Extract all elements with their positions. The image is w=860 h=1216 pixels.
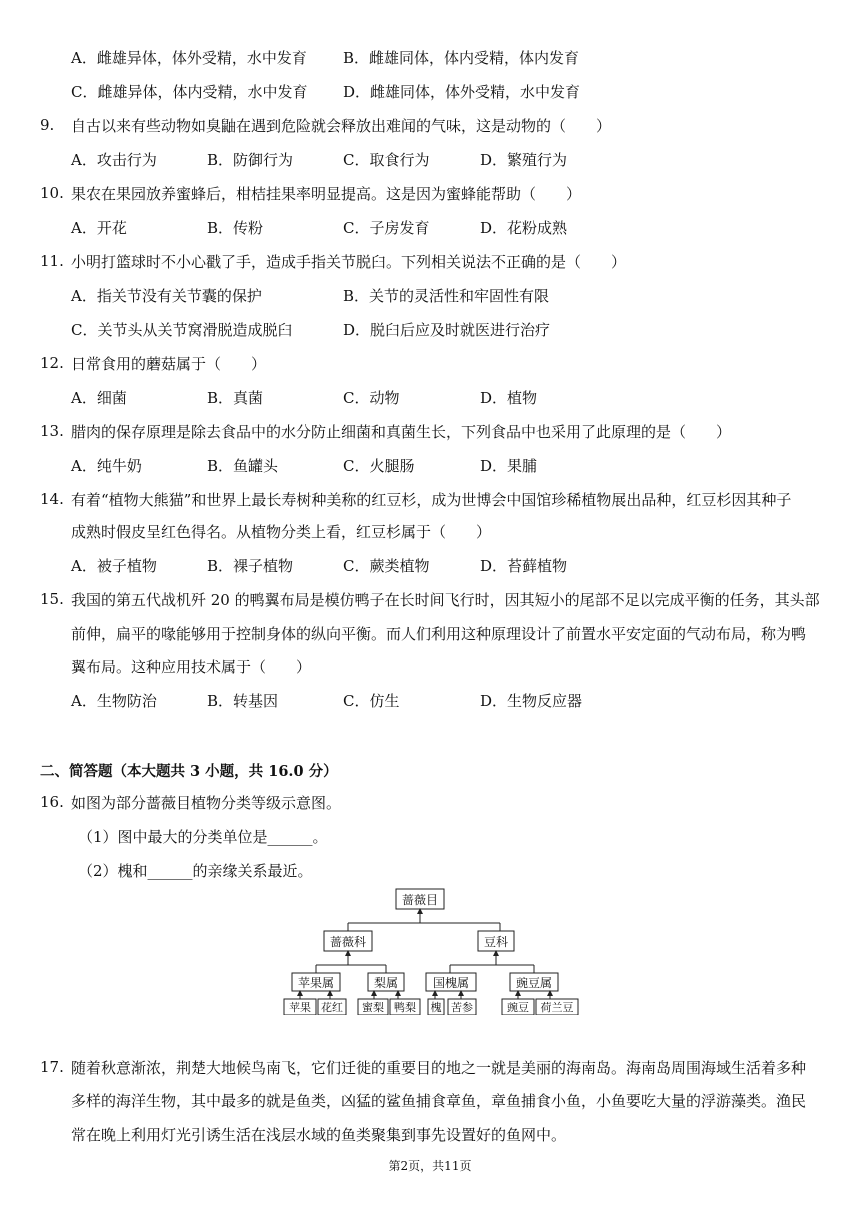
option-q8-b: B．雌雄同体，体内受精，体内发育 — [343, 49, 580, 67]
question-stem: 有着“植物大熊猫”和世界上最长寿树种美称的红豆杉，成为世博会中国馆珍稀植物展出品种，红豆杉因其种子 — [71, 491, 792, 509]
option-a: A．生物防治 — [71, 692, 157, 710]
species-label: 花红 — [321, 1001, 343, 1014]
option-c: C．火腿肠 — [343, 457, 415, 475]
question-stem: 果农在果园放养蜜蜂后，柑桔挂果率明显提高。这是因为蜜蜂能帮助（ ） — [71, 185, 582, 203]
option-b: B．真菌 — [207, 389, 264, 407]
option-c: C．子房发育 — [343, 219, 430, 237]
question-number: 9. — [40, 116, 55, 134]
question-stem: 腊肉的保存原理是除去食品中的水分防止细菌和真菌生长，下列食品中也采用了此原理的是（ ） — [71, 423, 732, 441]
option-q8-c: C．雌雄异体，体内受精，水中发育 — [71, 83, 308, 101]
species-label: 蜜梨 — [362, 1001, 384, 1014]
option-d: D．植物 — [480, 389, 538, 407]
question-stem: 多样的海洋生物，其中最多的就是鱼类，凶猛的鲨鱼捕食章鱼，章鱼捕食小鱼，小鱼要吃大量的浮游藻类。渔民 — [71, 1092, 807, 1110]
option-b: B．传粉 — [207, 219, 264, 237]
question-number: 12. — [40, 354, 64, 372]
species-label: 荷兰豆 — [540, 1001, 574, 1014]
option-a: A．开花 — [71, 219, 127, 237]
option-a: A．被子植物 — [71, 557, 157, 575]
sub-question-2: （2）槐和______的亲缘关系最近。 — [78, 862, 313, 880]
option-q8-d: D．雌雄同体，体外受精，水中发育 — [343, 83, 581, 101]
section-title: 二、简答题（本大题共 3 小题，共 16.0 分） — [40, 763, 338, 780]
genus-label: 梨属 — [373, 976, 399, 990]
option-a: A．攻击行为 — [71, 151, 157, 169]
species-label: 苹果 — [289, 1001, 311, 1014]
order-label: 蔷薇目 — [401, 893, 439, 907]
option-a: A．细菌 — [71, 389, 127, 407]
species-label: 鸭梨 — [394, 1001, 416, 1014]
question-stem: 随着秋意渐浓，荆楚大地候鸟南飞，它们迁徙的重要目的地之一就是美丽的海南岛。海南岛周围海域生活着多种 — [71, 1059, 807, 1077]
family-label: 蔷薇科 — [329, 935, 367, 949]
option-c: C．动物 — [343, 389, 400, 407]
option-d: D．生物反应器 — [480, 692, 583, 710]
option-d: D．花粉成熟 — [480, 219, 568, 237]
option-c: C．蕨类植物 — [343, 557, 430, 575]
question-number: 11. — [40, 252, 64, 270]
question-number: 14. — [40, 490, 64, 508]
option-a: A．纯牛奶 — [71, 457, 142, 475]
family-label: 豆科 — [483, 935, 509, 949]
option-d: D．脱臼后应及时就医进行治疗 — [343, 321, 551, 339]
genus-label: 豌豆属 — [515, 976, 553, 990]
question-number: 17. — [40, 1058, 64, 1076]
question-stem: 翼布局。这种应用技术属于（ ） — [71, 658, 312, 676]
question-stem: 自古以来有些动物如臭鼬在遇到危险就会释放出难闻的气味，这是动物的（ ） — [71, 117, 612, 135]
question-stem: 成熟时假皮呈红色得名。从植物分类上看，红豆杉属于（ ） — [71, 523, 492, 541]
species-label: 槐 — [430, 1001, 442, 1014]
genus-label: 苹果属 — [297, 976, 335, 990]
option-b: B．鱼罐头 — [207, 457, 279, 475]
option-d: D．果脯 — [480, 457, 538, 475]
question-number: 15. — [40, 590, 64, 608]
option-b: B．转基因 — [207, 692, 279, 710]
option-d: D．苔藓植物 — [480, 557, 568, 575]
question-stem: 如图为部分蔷薇目植物分类等级示意图。 — [71, 794, 342, 812]
question-stem: 日常食用的蘑菇属于（ ） — [71, 355, 267, 373]
option-c: C．取食行为 — [343, 151, 430, 169]
question-number: 10. — [40, 184, 64, 202]
question-number: 13. — [40, 422, 64, 440]
question-stem: 前伸，扁平的喙能够用于控制身体的纵向平衡。而人们利用这种原理设计了前置水平安定面的气动布局，称为鸭 — [71, 625, 807, 643]
option-a: A．指关节没有关节囊的保护 — [71, 287, 262, 305]
option-q8-a: A．雌雄异体，体外受精，水中发育 — [71, 49, 307, 67]
option-c: C．仿生 — [343, 692, 400, 710]
option-b: B．裸子植物 — [207, 557, 294, 575]
question-stem: 我国的第五代战机歼 20 的鸭翼布局是模仿鸭子在长时间飞行时，因其短小的尾部不足以完成平衡的任务，其头部 — [71, 591, 820, 609]
question-stem: 小明打篮球时不小心戳了手，造成手指关节脱臼。下列相关说法不正确的是（ ） — [71, 253, 627, 271]
option-c: C．关节头从关节窝滑脱造成脱臼 — [71, 321, 293, 339]
option-b: B．关节的灵活性和牢固性有限 — [343, 287, 550, 305]
option-d: D．繁殖行为 — [480, 151, 568, 169]
sub-question-1: （1）图中最大的分类单位是______。 — [78, 828, 328, 846]
species-label: 豌豆 — [507, 1001, 529, 1014]
question-stem: 常在晚上利用灯光引诱生活在浅层水域的鱼类聚集到事先设置好的鱼网中。 — [71, 1126, 567, 1144]
page-footer: 第2页，共11页 — [388, 1159, 472, 1173]
classification-diagram — [278, 885, 588, 1015]
option-b: B．防御行为 — [207, 151, 294, 169]
genus-label: 国槐属 — [432, 976, 470, 990]
species-label: 苦参 — [451, 1001, 473, 1014]
question-number: 16. — [40, 793, 64, 811]
